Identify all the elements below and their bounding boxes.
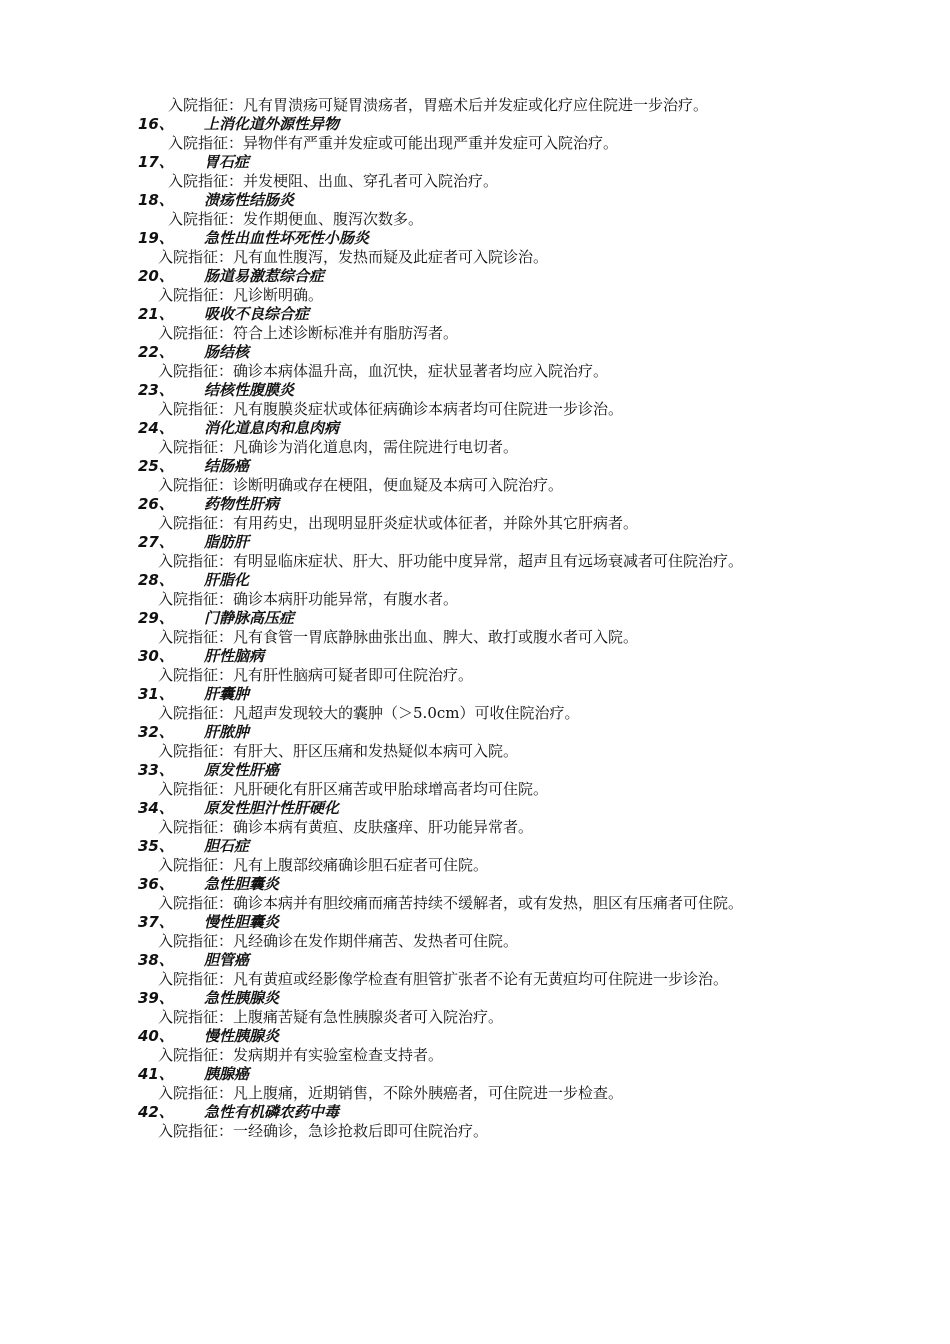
admission-criteria-text: 入院指征：确诊本病肝功能异常，有腹水者。	[158, 590, 459, 608]
section-title: 原发性肝癌	[204, 761, 280, 779]
admission-criteria-text: 入院指征：凡有食管一胃底静脉曲张出血、脾大、敢打或腹水者可入院。	[158, 628, 639, 646]
admission-criteria-text: 入院指征：凡肝硬化有肝区痛苦或甲胎球增高者均可住院。	[158, 780, 549, 798]
section-heading	[138, 609, 818, 628]
admission-criteria-text: 入院指征：凡超声发现较大的囊肿（＞5.0cm）可收住院治疗。	[158, 704, 580, 722]
section-heading	[138, 761, 818, 780]
section-title: 门静脉高压症	[204, 609, 295, 627]
section-heading	[138, 989, 818, 1008]
section-number: 32、	[138, 723, 174, 741]
admission-criteria-text: 入院指征：凡确诊为消化道息肉，需住院进行电切者。	[158, 438, 519, 456]
admission-criteria-text: 入院指征：有明显临床症状、肝大、肝功能中度异常，超声且有远场衰减者可住院治疗。	[158, 552, 744, 570]
section-number: 29、	[138, 609, 174, 627]
section-number: 37、	[138, 913, 174, 931]
section-heading	[138, 837, 818, 856]
section-number: 35、	[138, 837, 174, 855]
section-title: 吸收不良综合症	[204, 305, 310, 323]
section-title: 急性出血性坏死性小肠炎	[204, 229, 370, 247]
admission-criteria-text: 入院指征：有用药史，出现明显肝炎症状或体征者，并除外其它肝病者。	[158, 514, 639, 532]
section-title: 胆管癌	[204, 951, 250, 969]
section-title: 急性胆囊炎	[204, 875, 280, 893]
admission-criteria-text: 入院指征：凡有腹膜炎症状或体征病确诊本病者均可住院进一步诊治。	[158, 400, 624, 418]
admission-criteria-text: 入院指征：符合上述诊断标准并有脂肪泻者。	[158, 324, 459, 342]
section-title: 溃疡性结肠炎	[204, 191, 295, 209]
section-heading	[138, 1103, 818, 1122]
section-number: 19、	[138, 229, 174, 247]
admission-criteria-text: 入院指征：一经确诊，急诊抢救后即可住院治疗。	[158, 1122, 489, 1140]
section-number: 31、	[138, 685, 174, 703]
section-title: 脂肪肝	[204, 533, 250, 551]
admission-criteria-text: 入院指征：异物伴有严重并发症或可能出现严重并发症可入院治疗。	[168, 134, 619, 152]
section-title: 结核性腹膜炎	[204, 381, 295, 399]
section-heading	[138, 457, 818, 476]
document-body	[138, 96, 818, 1141]
section-number: 22、	[138, 343, 174, 361]
section-number: 17、	[138, 153, 174, 171]
section-title: 消化道息肉和息肉病	[204, 419, 340, 437]
section-title: 肝脓肿	[204, 723, 250, 741]
section-heading	[138, 913, 818, 932]
section-heading	[138, 533, 818, 552]
section-heading	[138, 115, 818, 134]
admission-criteria-text: 入院指征：并发梗阻、出血、穿孔者可入院治疗。	[168, 172, 499, 190]
section-number: 16、	[138, 115, 174, 133]
admission-criteria-text: 入院指征：凡上腹痛，近期销售，不除外胰癌者，可住院进一步检查。	[158, 1084, 624, 1102]
section-title: 肠结核	[204, 343, 250, 361]
section-title: 肝性脑病	[204, 647, 265, 665]
section-number: 21、	[138, 305, 174, 323]
section-heading	[138, 191, 818, 210]
admission-criteria-text: 入院指征：凡经确诊在发作期伴痛苦、发热者可住院。	[158, 932, 519, 950]
section-heading	[138, 951, 818, 970]
section-heading	[138, 1027, 818, 1046]
section-number: 18、	[138, 191, 174, 209]
section-heading	[138, 381, 818, 400]
section-heading	[138, 647, 818, 666]
admission-criteria-text: 入院指征：凡有黄疸或经影像学检查有胆管扩张者不论有无黄疸均可住院进一步诊治。	[158, 970, 729, 988]
section-number: 20、	[138, 267, 174, 285]
section-number: 27、	[138, 533, 174, 551]
section-heading	[138, 267, 818, 286]
admission-criteria-text: 入院指征：发作期便血、腹泻次数多。	[168, 210, 424, 228]
section-title: 肝囊肿	[204, 685, 250, 703]
admission-criteria-text: 入院指征：确诊本病体温升高，血沉快，症状显著者均应入院治疗。	[158, 362, 609, 380]
section-heading	[138, 343, 818, 362]
section-number: 33、	[138, 761, 174, 779]
section-number: 28、	[138, 571, 174, 589]
section-title: 胆石症	[204, 837, 250, 855]
section-number: 42、	[138, 1103, 174, 1121]
section-title: 上消化道外源性异物	[204, 115, 340, 133]
section-heading	[138, 229, 818, 248]
section-heading	[138, 685, 818, 704]
admission-criteria-text: 入院指征：发病期并有实验室检查支持者。	[158, 1046, 444, 1064]
admission-criteria-text: 入院指征：上腹痛苦疑有急性胰腺炎者可入院治疗。	[158, 1008, 504, 1026]
section-number: 26、	[138, 495, 174, 513]
section-number: 23、	[138, 381, 174, 399]
section-heading	[138, 799, 818, 818]
section-number: 34、	[138, 799, 174, 817]
section-heading	[138, 419, 818, 438]
admission-criteria-text: 入院指征：凡有血性腹泻，发热而疑及此症者可入院诊治。	[158, 248, 549, 266]
section-number: 41、	[138, 1065, 174, 1083]
section-heading	[138, 305, 818, 324]
section-number: 25、	[138, 457, 174, 475]
admission-criteria-text: 入院指征：确诊本病并有胆绞痛而痛苦持续不缓解者，或有发热，胆区有压痛者可住院。	[158, 894, 744, 912]
section-number: 30、	[138, 647, 174, 665]
section-number: 36、	[138, 875, 174, 893]
section-heading	[138, 495, 818, 514]
section-heading	[138, 875, 818, 894]
section-title: 肠道易激惹综合症	[204, 267, 325, 285]
section-title: 胃石症	[204, 153, 250, 171]
section-title: 慢性胰腺炎	[204, 1027, 280, 1045]
admission-criteria-text: 入院指征：凡诊断明确。	[158, 286, 324, 304]
section-title: 慢性胆囊炎	[204, 913, 280, 931]
section-number: 24、	[138, 419, 174, 437]
section-heading	[138, 153, 818, 172]
section-heading	[138, 1065, 818, 1084]
section-title: 结肠癌	[204, 457, 250, 475]
section-title: 急性有机磷农药中毒	[204, 1103, 340, 1121]
section-number: 40、	[138, 1027, 174, 1045]
intro-paragraph: 入院指征：凡有胃溃疡可疑胃溃疡者，胃癌术后并发症或化疗应住院进一步治疗。	[168, 96, 709, 114]
admission-criteria-text: 入院指征：凡有上腹部绞痛确诊胆石症者可住院。	[158, 856, 489, 874]
admission-criteria-text: 入院指征：确诊本病有黄疸、皮肤瘙痒、肝功能异常者。	[158, 818, 534, 836]
section-number: 39、	[138, 989, 174, 1007]
section-heading	[138, 571, 818, 590]
admission-criteria-text: 入院指征：有肝大、肝区压痛和发热疑似本病可入院。	[158, 742, 519, 760]
section-title: 药物性肝病	[204, 495, 280, 513]
section-number: 38、	[138, 951, 174, 969]
section-heading	[138, 723, 818, 742]
admission-criteria-text: 入院指征：凡有肝性脑病可疑者即可住院治疗。	[158, 666, 474, 684]
section-title: 急性胰腺炎	[204, 989, 280, 1007]
section-title: 原发性胆汁性肝硬化	[204, 799, 340, 817]
section-title: 胰腺癌	[204, 1065, 250, 1083]
admission-criteria-text: 入院指征：诊断明确或存在梗阻，便血疑及本病可入院治疗。	[158, 476, 564, 494]
section-title: 肝脂化	[204, 571, 250, 589]
